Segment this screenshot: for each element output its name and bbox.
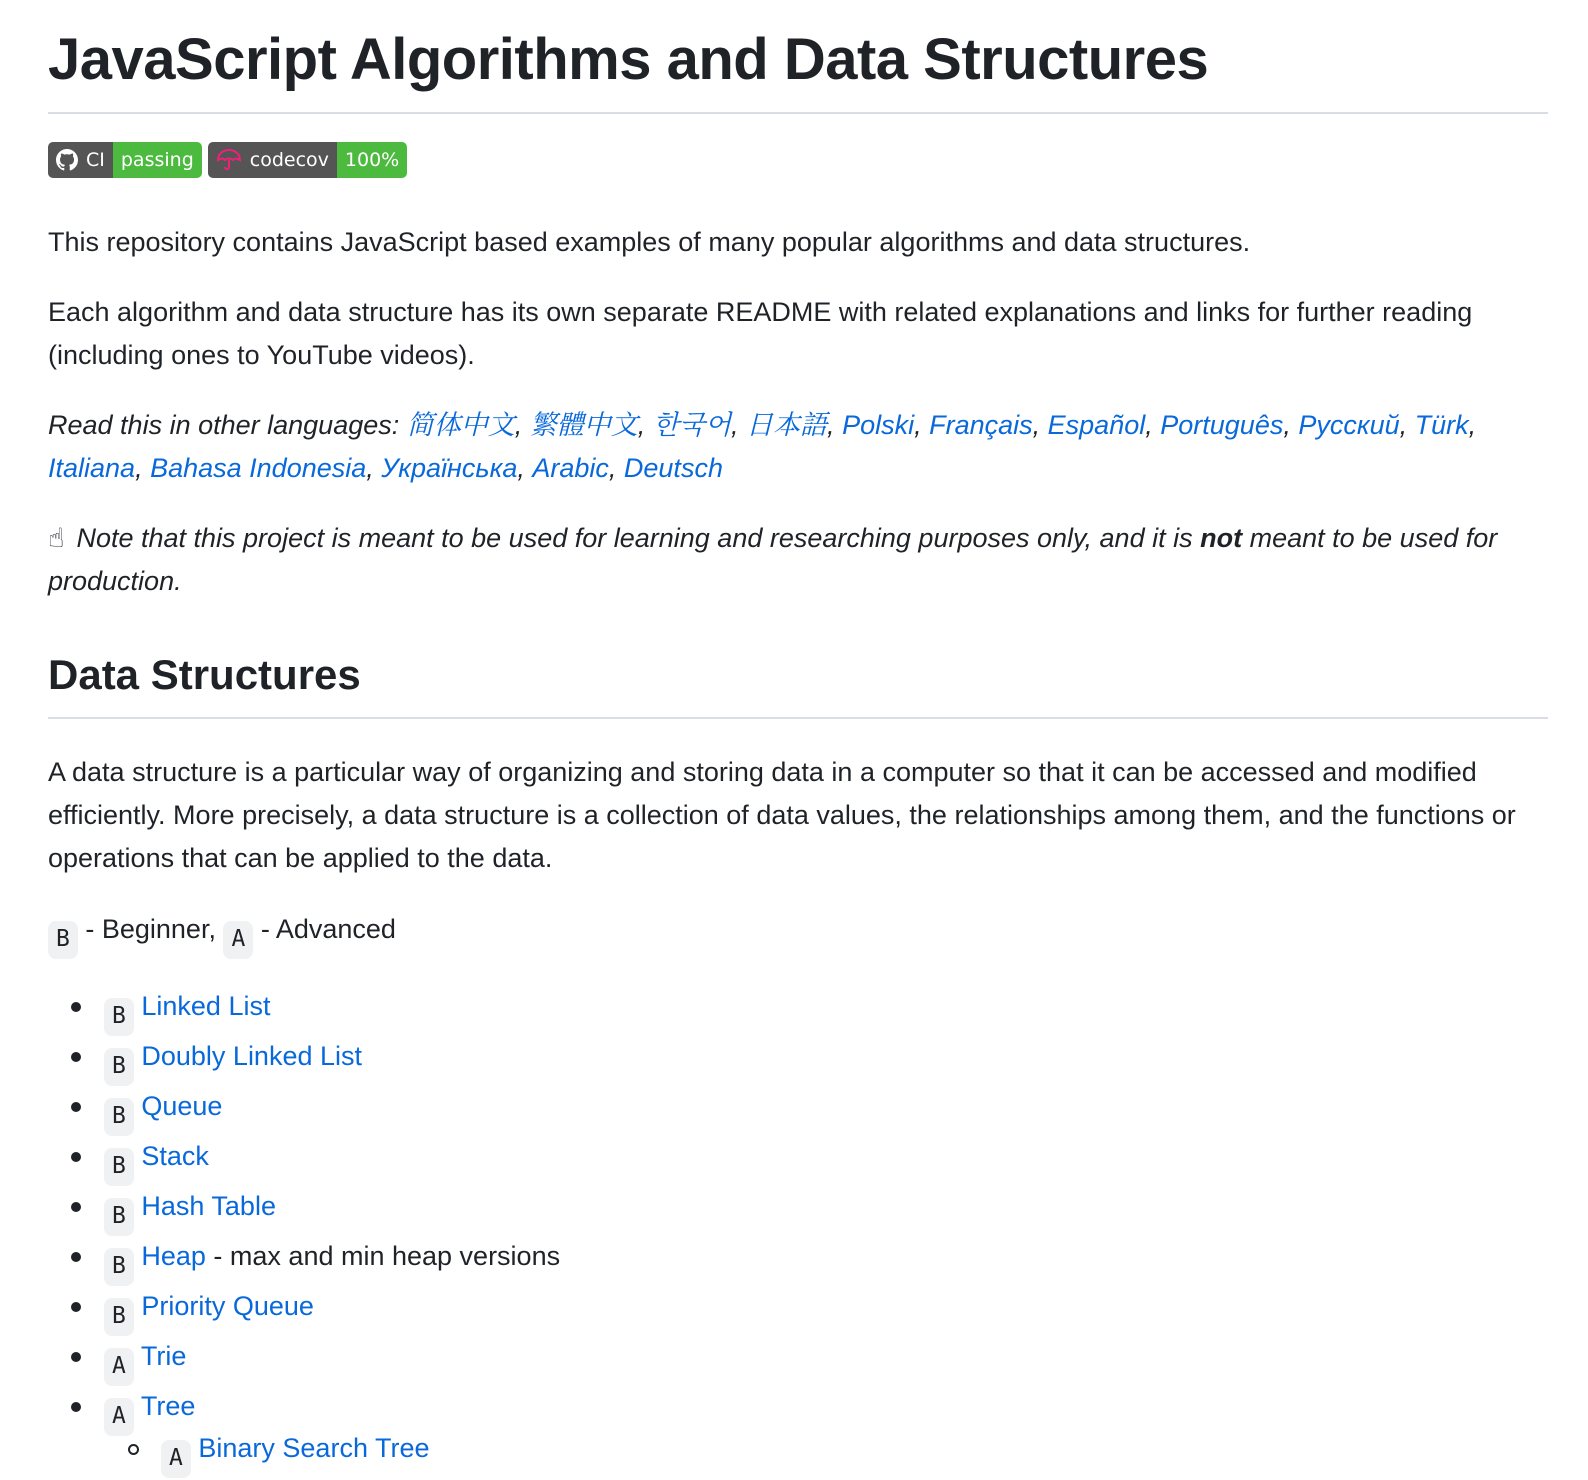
sub-list-item xyxy=(48,1427,1540,1469)
level-tag: A xyxy=(104,1348,134,1386)
language-link[interactable]: Українська xyxy=(381,453,518,483)
list-item xyxy=(48,1085,1540,1127)
level-tag: B xyxy=(104,1298,134,1336)
language-link[interactable]: Polski xyxy=(842,410,915,440)
level-tag: B xyxy=(104,1098,134,1136)
pointing-up-icon: ☝ xyxy=(48,523,65,553)
list-item xyxy=(48,1135,1540,1177)
list-item xyxy=(48,1385,1540,1427)
level-tag: B xyxy=(104,1148,134,1186)
beginner-tag: B xyxy=(48,921,78,959)
note-text: Note that this project is meant to be used for learning and researching purposes only, and it is xyxy=(76,523,1201,553)
language-separator: , xyxy=(517,453,533,483)
language-separator: , xyxy=(731,410,747,440)
level-tag: A xyxy=(104,1398,134,1436)
advanced-tag: A xyxy=(223,921,253,959)
language-link[interactable]: Türk xyxy=(1414,410,1469,440)
note-bold: not xyxy=(1200,523,1243,553)
data-structure-link[interactable]: Heap xyxy=(141,1241,206,1271)
language-link[interactable]: 简体中文 xyxy=(406,410,515,440)
language-separator: , xyxy=(1283,410,1299,440)
language-separator: , xyxy=(514,410,530,440)
language-link[interactable]: 繁體中文 xyxy=(529,410,638,440)
codecov-badge[interactable] xyxy=(208,142,407,178)
note-paragraph xyxy=(48,517,1540,603)
level-tag: A xyxy=(161,1440,191,1478)
data-structure-link[interactable]: Binary Search Tree xyxy=(198,1433,430,1463)
readme-paragraph: Each algorithm and data structure has its own separate README with related explanations and links for further reading (including ones to YouTube videos). xyxy=(48,297,1473,370)
language-separator: , xyxy=(608,453,624,483)
ci-badge-status: passing xyxy=(113,142,202,178)
ci-badge[interactable] xyxy=(48,142,202,178)
language-separator: , xyxy=(1032,410,1048,440)
list-item xyxy=(48,985,1540,1027)
language-link[interactable]: Español xyxy=(1047,410,1146,440)
badge-row xyxy=(48,142,1540,178)
language-separator: , xyxy=(914,410,930,440)
language-link[interactable]: Português xyxy=(1160,410,1284,440)
advanced-legend-text: - Advanced xyxy=(253,914,396,944)
language-link[interactable]: Bahasa Indonesia xyxy=(150,453,367,483)
data-structure-link[interactable]: Linked List xyxy=(141,991,271,1021)
level-tag: B xyxy=(104,1198,134,1236)
ci-badge-label: CI xyxy=(86,149,105,171)
data-structure-link[interactable]: Stack xyxy=(141,1141,209,1171)
umbrella-icon xyxy=(216,149,242,171)
language-separator: , xyxy=(135,453,151,483)
language-separator: , xyxy=(1468,410,1477,440)
language-separator: , xyxy=(1399,410,1415,440)
language-link[interactable]: Arabic xyxy=(532,453,609,483)
title-divider xyxy=(48,112,1548,114)
github-icon xyxy=(56,149,78,171)
language-link[interactable]: 日本語 xyxy=(746,410,828,440)
data-structure-link[interactable]: Trie xyxy=(140,1341,187,1371)
languages-prefix: Read this in other languages: xyxy=(48,410,407,440)
page-title: JavaScript Algorithms and Data Structures xyxy=(48,27,1209,92)
list-item xyxy=(48,1235,1540,1277)
language-separator: , xyxy=(827,410,843,440)
level-legend xyxy=(48,908,1540,959)
item-description: - max and min heap versions xyxy=(205,1241,561,1271)
tag-spacer xyxy=(134,1391,141,1421)
language-separator: , xyxy=(366,453,382,483)
level-tag: B xyxy=(104,998,134,1036)
language-separator: , xyxy=(1145,410,1161,440)
list-item xyxy=(48,1335,1540,1377)
data-structure-link[interactable]: Priority Queue xyxy=(141,1291,314,1321)
language-separator: , xyxy=(637,410,653,440)
section-heading-data-structures: Data Structures xyxy=(48,651,361,698)
intro-paragraph: This repository contains JavaScript based examples of many popular algorithms and data structures. xyxy=(48,227,1251,257)
list-item xyxy=(48,1285,1540,1327)
data-structures-list xyxy=(48,985,1540,1469)
data-structure-link[interactable]: Hash Table xyxy=(141,1191,276,1221)
list-item xyxy=(48,1035,1540,1077)
note-text-end: meant to be used for production. xyxy=(48,523,1498,596)
languages-paragraph xyxy=(48,404,1540,490)
level-tag: B xyxy=(104,1048,134,1086)
level-tag: B xyxy=(104,1248,134,1286)
codecov-badge-status: 100% xyxy=(337,142,407,178)
codecov-badge-label: codecov xyxy=(249,149,329,171)
language-link[interactable]: Italiana xyxy=(48,453,136,483)
data-structures-description: A data structure is a particular way of organizing and storing data in a computer so that it can be accessed and modified efficiently. More precisely, a data structure is a collection of data values, the relationships among them, and the functions or operations that can be applied to the data. xyxy=(48,757,1516,873)
language-link[interactable]: Deutsch xyxy=(623,453,723,483)
beginner-legend-text: - Beginner, xyxy=(77,914,224,944)
data-structure-link[interactable]: Tree xyxy=(140,1391,196,1421)
language-link[interactable]: 한국어 xyxy=(652,410,732,440)
language-link[interactable]: Русский xyxy=(1298,410,1400,440)
data-structure-link[interactable]: Queue xyxy=(141,1091,223,1121)
section-divider xyxy=(48,717,1548,719)
list-item xyxy=(48,1185,1540,1227)
language-link[interactable]: Français xyxy=(929,410,1033,440)
tag-spacer xyxy=(134,1341,141,1371)
data-structure-link[interactable]: Doubly Linked List xyxy=(141,1041,363,1071)
